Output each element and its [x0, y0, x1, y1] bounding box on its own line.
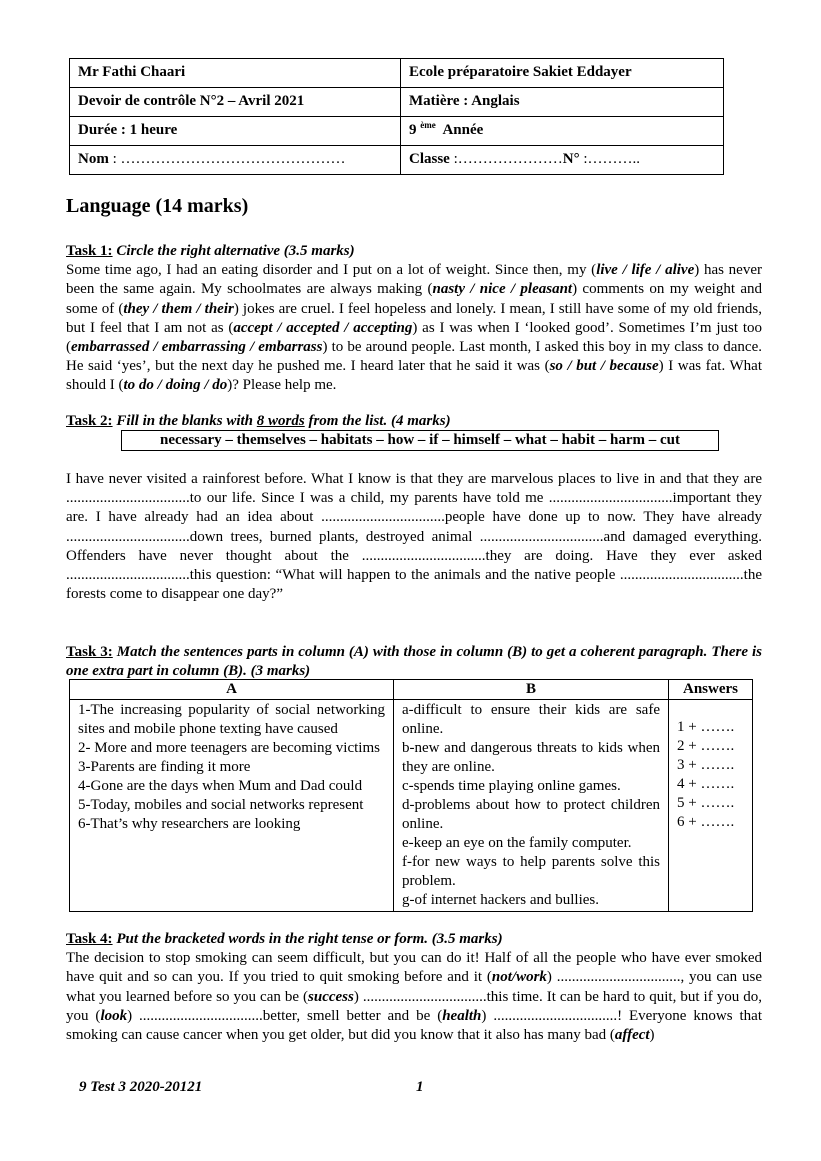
answer-blank: 4 + …….: [677, 776, 735, 792]
footer-test-label: 9 Test 3 2020-20121: [79, 1079, 203, 1095]
list-item: f-for new ways to help parents solve this problem.: [402, 854, 660, 889]
duration: Durée : 1 heure: [70, 117, 401, 146]
list-item: c-spends time playing online games.: [402, 778, 621, 794]
column-a: [70, 700, 394, 912]
page-number: 1: [416, 1079, 424, 1095]
school-name: Ecole préparatoire Sakiet Eddayer: [401, 59, 724, 88]
answer-blank: 3 + …….: [677, 757, 735, 773]
answer-blank: 1 + …….: [677, 719, 735, 735]
header-table: [69, 58, 724, 175]
grade: 9 $^{ème}$ Année: [401, 117, 724, 146]
task1-text: Some time ago, I had an eating disorder and I put on a lot of weight. Since then, my (live / life / alive) has never been the same again. My schoolmates are always making (nasty / nice / pleasant) comments on my weight and some of (they / them / their) jokes are cruel. I feel hopeless and lonely. I mean, I still have some of my old friends, but I feel that I am not as (accept / accepted / accepting) as I was when I ‘looked good’. Sometimes I’m just too (embarrassed / embarrassing / embarrass) to be around people. Last month, I asked this boy in my class to dance. He said ‘yes’, but the next day he pushed me. I heard later that he said it was (so / but / because) I was fat. What should I (to do / doing / do)? Please help me.: [66, 262, 762, 394]
task4-title: Task 4: Put the bracketed words in the right tense or form. (3.5 marks): [66, 931, 503, 947]
list-item: b-new and dangerous threats to kids when they are online.: [402, 740, 660, 775]
name-field: Nom : ………………………………………: [70, 146, 401, 175]
list-item: 1-The increasing popularity of social networking sites and mobile phone texting have caused: [78, 702, 385, 737]
task3-title: Task 3: Match the sentences parts in column (A) with those in column (B) to get a coherent paragraph. There is one extra part in column (B). (3 marks): [66, 644, 762, 680]
word-list-box: necessary – themselves – habitats – how – if – himself – what – habit – harm – cut: [121, 430, 719, 451]
column-b-header: B: [394, 680, 669, 700]
column-a-header: A: [70, 680, 394, 700]
answer-blank: 5 + …….: [677, 795, 735, 811]
task2-text: I have never visited a rainforest before. What I know is that they are marvelous places to live in and that they are .................................to our life. Since I was a child, my parents have told me .................................important they are. I have already had an idea about .................................people have done up to now. They have already .................................down trees, burned plants, destroyed animal .................................and damaged everything. Offenders have never thought about the .................................they are doing. Have they ever asked .................................this question: “What will happen to the animals and the native people .................................the forests come to disappear one day?”: [66, 471, 762, 603]
list-item: 6-That’s why researchers are looking: [78, 816, 301, 832]
column-b: [394, 700, 669, 912]
list-item: d-problems about how to protect children online.: [402, 797, 660, 832]
answer-blank: 2 + …….: [677, 738, 735, 754]
answer-blank: 6 + …….: [677, 814, 735, 830]
list-item: 4-Gone are the days when Mum and Dad could: [78, 778, 363, 794]
list-item: 5-Today, mobiles and social networks represent: [78, 797, 364, 813]
list-item: a-difficult to ensure their kids are safe online.: [402, 702, 660, 737]
list-item: 2- More and more teenagers are becoming victims: [78, 740, 380, 756]
exam-title: Devoir de contrôle N°2 – Avril 2021: [70, 88, 401, 117]
task1: [66, 242, 762, 396]
matching-table: [69, 679, 753, 912]
answers-header: Answers: [669, 680, 753, 700]
task1-title: Task 1: Circle the right alternative (3.5 marks): [66, 243, 355, 259]
subject: Matière : Anglais: [401, 88, 724, 117]
list-item: 3-Parents are finding it more: [78, 759, 251, 775]
task4: [66, 930, 762, 1045]
task4-text: The decision to stop smoking can seem difficult, but you can do it! Half of all the people who have ever smoked have quit and so can you. If you tried to quit smoking before and it (not/work) ................................., you can use what you learned before so you can be (success) .................................this time. It can be hard to quit, but if you do, you (look) .................................better, smell better and be (health) .................................! Everyone knows that smoking can cause cancer when you get older, but did you know that it also has many bad (affect): [66, 950, 762, 1044]
section-title: Language (14 marks): [66, 195, 249, 217]
task2-title: Task 2: Fill in the blanks with 8 words from the list. (4 marks): [66, 413, 451, 429]
class-field: Classe :…………………N° :………..: [401, 146, 724, 175]
teacher-name: Mr Fathi Chaari: [70, 59, 401, 88]
answers-column: [669, 700, 753, 912]
list-item: g-of internet hackers and bullies.: [402, 892, 600, 908]
list-item: e-keep an eye on the family computer.: [402, 835, 632, 851]
